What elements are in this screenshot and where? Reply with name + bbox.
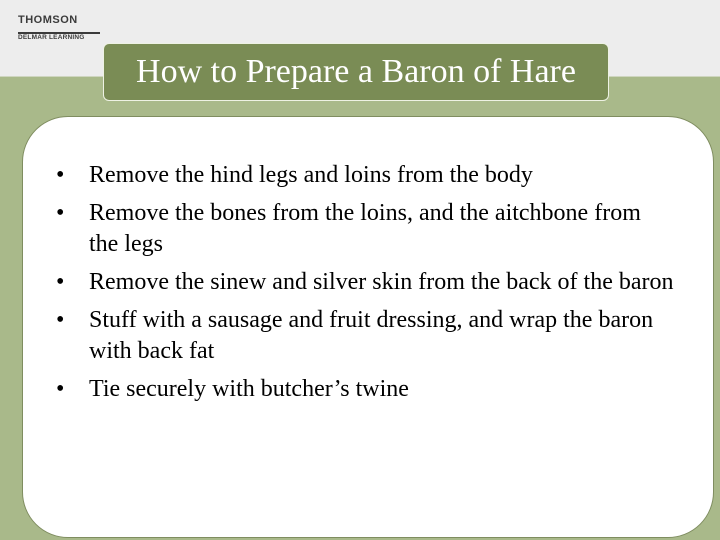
bullet-item	[56, 198, 676, 260]
bullet-item	[56, 374, 676, 405]
bullet-item	[56, 267, 676, 298]
bullet-text: Remove the sinew and silver skin from the back of the baron	[89, 269, 674, 295]
bullet-text: Remove the bones from the loins, and the aitchbone from the legs	[89, 200, 641, 257]
bullet-item	[56, 305, 676, 367]
bullet-text: Stuff with a sausage and fruit dressing, and wrap the baron with back fat	[89, 307, 654, 364]
slide-title-box	[103, 43, 609, 101]
thomson-delmar-logo	[18, 14, 100, 48]
bullet-dot-icon: •	[56, 307, 65, 333]
bullet-dot-icon: •	[56, 376, 65, 402]
bullet-dot-icon: •	[56, 269, 65, 295]
bullet-item	[56, 160, 676, 191]
logo-brand: THOMSON	[18, 14, 78, 26]
bullet-text: Remove the hind legs and loins from the body	[89, 162, 533, 188]
bullet-dot-icon: •	[56, 200, 65, 226]
bullet-text: Tie securely with butcher’s twine	[89, 376, 409, 402]
logo-rule	[18, 32, 100, 34]
bullet-dot-icon: •	[56, 162, 65, 188]
bullet-list	[56, 160, 676, 412]
slide-title: How to Prepare a Baron of Hare	[136, 53, 576, 90]
logo-subtitle: DELMAR LEARNING	[18, 34, 85, 41]
